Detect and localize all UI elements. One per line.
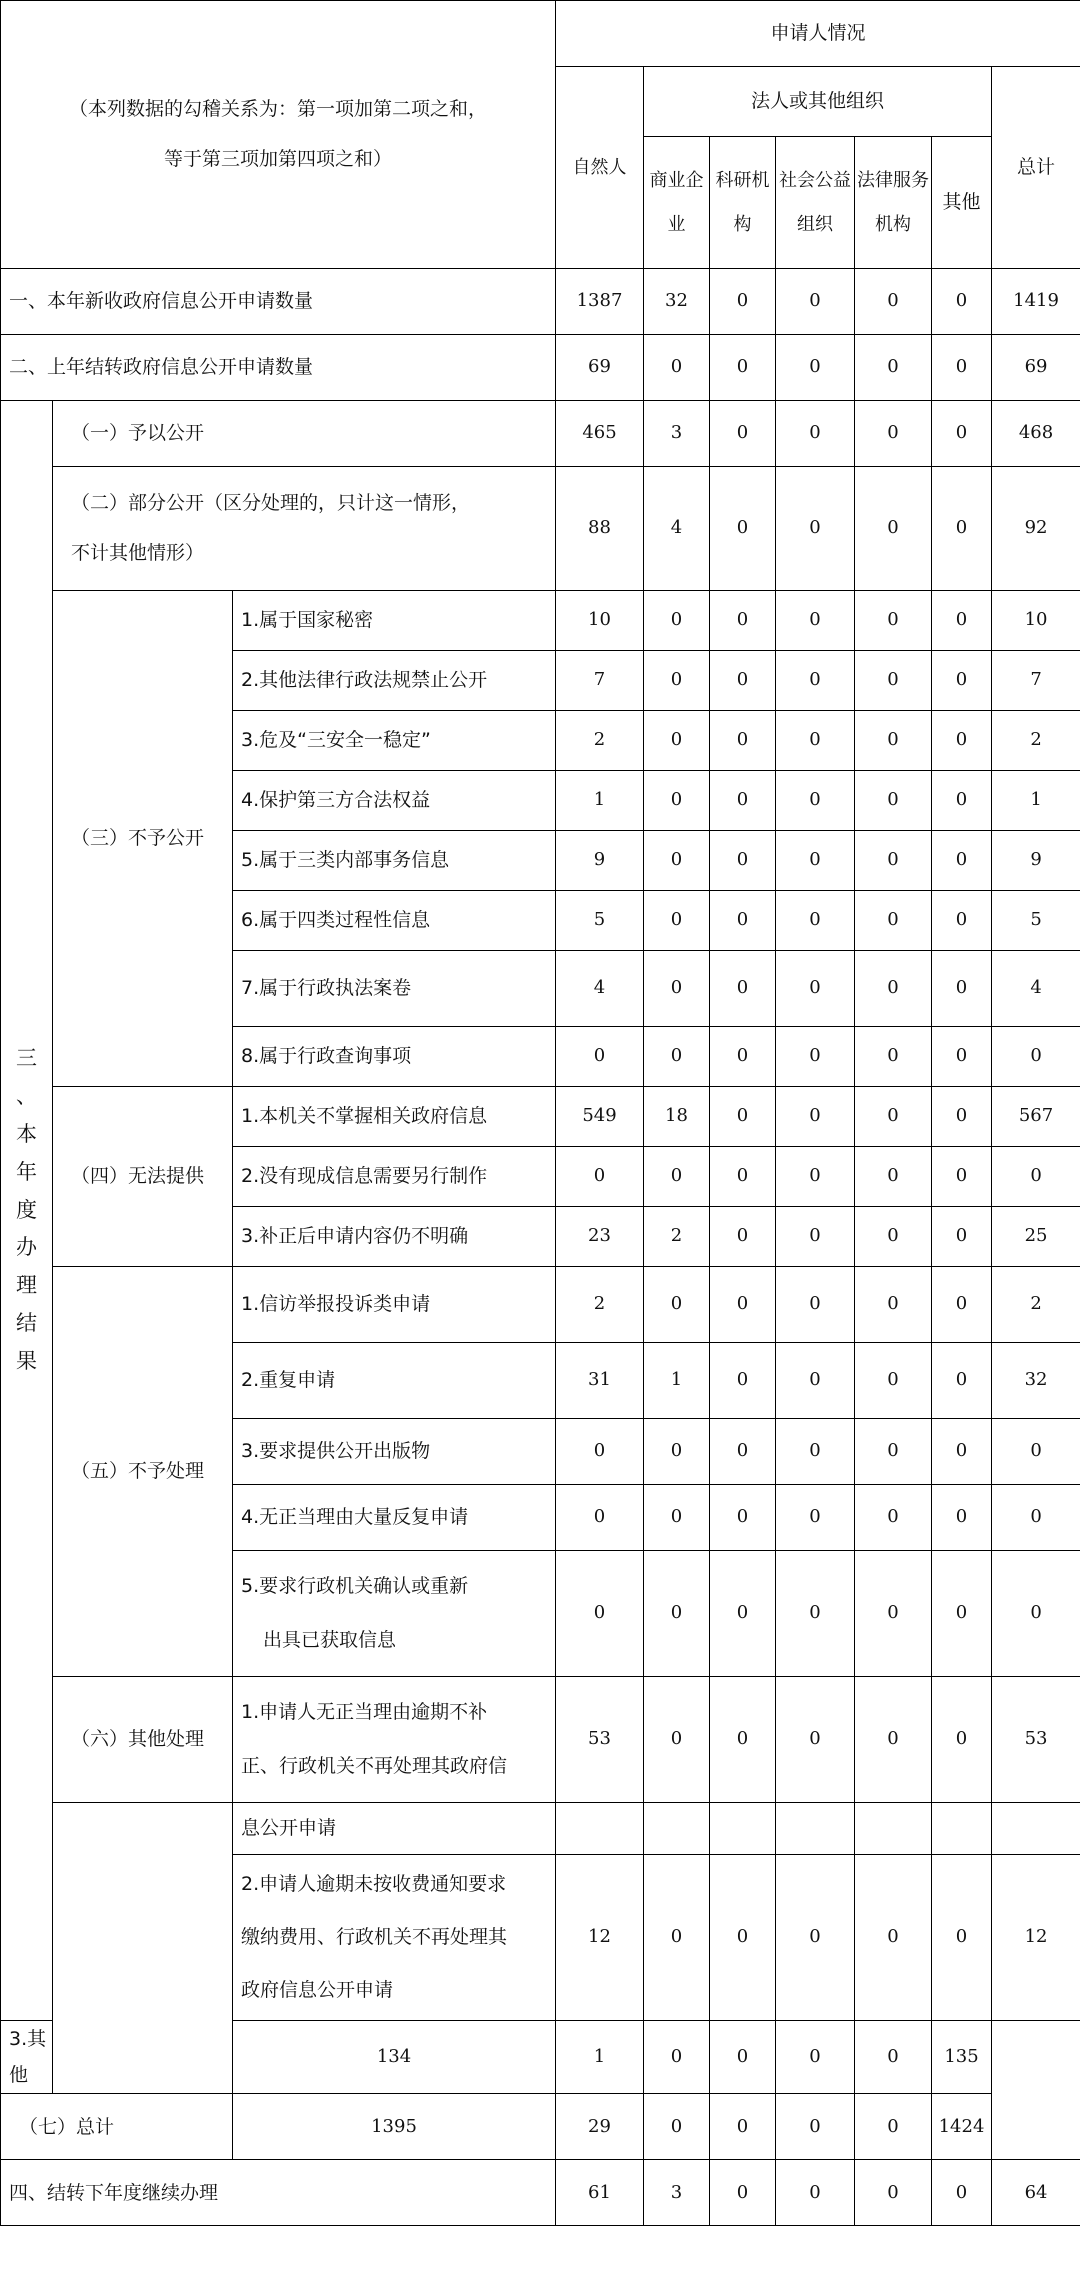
- cell-research: 0: [710, 1551, 776, 1677]
- cell-social: 0: [776, 2160, 855, 2226]
- cell-other: 0: [932, 1855, 992, 2021]
- cell-natural: 7: [556, 651, 644, 711]
- cell-natural: 31: [556, 1343, 644, 1419]
- cell-legal-service: 0: [855, 401, 932, 467]
- cell-natural: 549: [556, 1087, 644, 1147]
- cell-total: 1419: [992, 269, 1080, 335]
- item-label: 4.无正当理由大量反复申请: [233, 1485, 556, 1551]
- cell-legal-service: 0: [776, 2094, 855, 2160]
- cell-commercial: 18: [644, 1087, 710, 1147]
- header-natural-person: 自然人: [556, 67, 644, 269]
- cell-social: 0: [776, 1551, 855, 1677]
- cell-research: 0: [710, 1267, 776, 1343]
- cell-social: 0: [776, 467, 855, 591]
- cell-other: 0: [855, 2094, 932, 2160]
- item-label: 1.本机关不掌握相关政府信息: [233, 1087, 556, 1147]
- cell-other: 0: [932, 831, 992, 891]
- item-label: 2.其他法律行政法规禁止公开: [233, 651, 556, 711]
- cell-other: 0: [932, 771, 992, 831]
- row-label-line: 不计其他情形）: [71, 541, 205, 564]
- cell-total: 64: [992, 2160, 1080, 2226]
- cell-social: 0: [776, 269, 855, 335]
- cell-commercial: 0: [644, 1147, 710, 1207]
- cell-commercial: 0: [644, 1551, 710, 1677]
- cell-natural: 465: [556, 401, 644, 467]
- item-label-line: 1.申请人无正当理由逾期不补: [241, 1701, 488, 1724]
- cell-research: 0: [710, 831, 776, 891]
- cell-social: 0: [776, 891, 855, 951]
- cell-research: 0: [710, 1343, 776, 1419]
- item-label-line: 正、行政机关不再处理其政府信: [241, 1754, 508, 1777]
- cell-total: 135: [932, 2021, 992, 2094]
- cell-legal-service: 0: [855, 1147, 932, 1207]
- cell-other: 0: [932, 1207, 992, 1267]
- vertical-char: 果: [16, 1348, 37, 1373]
- table-row: [1, 269, 1080, 335]
- cell-other: 0: [932, 591, 992, 651]
- item-label: 2.重复申请: [233, 1343, 556, 1419]
- cell-commercial: 3: [644, 401, 710, 467]
- cell-other: 0: [932, 1267, 992, 1343]
- row-label: [53, 467, 556, 591]
- cell-other: 0: [932, 467, 992, 591]
- cell-natural: 9: [556, 831, 644, 891]
- cell-social: 0: [776, 1855, 855, 2021]
- group-label: （五）不予处理: [53, 1267, 233, 1677]
- cell-research: 0: [710, 1677, 776, 1803]
- table-row: [1, 401, 1080, 467]
- cell-natural: 0: [556, 1485, 644, 1551]
- header-legal-orgs: 法人或其他组织: [644, 67, 992, 137]
- cell-total: 2: [992, 711, 1080, 771]
- cell-social: 0: [710, 2021, 776, 2094]
- vertical-char: 、: [16, 1084, 37, 1109]
- cell-commercial: 29: [556, 2094, 644, 2160]
- cell-natural: 0: [556, 1551, 644, 1677]
- cell-legal-service: 0: [855, 771, 932, 831]
- cell-total: 12: [992, 1855, 1080, 2021]
- vertical-char: 年: [16, 1159, 37, 1184]
- header-note-line2: 等于第三项加第四项之和）: [163, 147, 392, 170]
- cell-natural: 69: [556, 335, 644, 401]
- cell-other: 0: [932, 1551, 992, 1677]
- item-label-line: 政府信息公开申请: [241, 1979, 394, 2002]
- row-label: （一）予以公开: [53, 401, 556, 467]
- cell-other: 0: [932, 1027, 992, 1087]
- vertical-char: 本: [16, 1122, 37, 1146]
- cell-total: 0: [992, 1027, 1080, 1087]
- cell-natural: 0: [556, 1147, 644, 1207]
- cell-total: 7: [992, 651, 1080, 711]
- header-research: 科研机构: [710, 137, 776, 269]
- section-3-label: [1, 401, 53, 2021]
- cell-other: 0: [932, 269, 992, 335]
- item-label: 3.其他: [1, 2021, 53, 2094]
- item-label: 1.信访举报投诉类申请: [233, 1267, 556, 1343]
- vertical-char: 三: [16, 1046, 37, 1071]
- item-label: 8.属于行政查询事项: [233, 1027, 556, 1087]
- item-label: 3.危及“三安全一稳定”: [233, 711, 556, 771]
- cell-social: 0: [776, 1485, 855, 1551]
- cell-other: 0: [932, 891, 992, 951]
- table-row: [1, 591, 1080, 651]
- group-label-continued: [53, 1803, 233, 2094]
- cell-commercial: 0: [644, 1267, 710, 1343]
- vertical-char: 结: [16, 1310, 37, 1335]
- row-label: 二、上年结转政府信息公开申请数量: [1, 335, 556, 401]
- cell-legal-service: 0: [855, 1485, 932, 1551]
- cell-natural: 88: [556, 467, 644, 591]
- cell-social: 0: [776, 951, 855, 1027]
- cell-social: 0: [776, 335, 855, 401]
- item-label: 5.属于三类内部事务信息: [233, 831, 556, 891]
- cell-research: 0: [710, 711, 776, 771]
- cell-other: 0: [932, 1677, 992, 1803]
- item-label: 7.属于行政执法案卷: [233, 951, 556, 1027]
- cell-total: 53: [992, 1677, 1080, 1803]
- cell-legal-service: 0: [855, 711, 932, 771]
- cell-research: 0: [710, 771, 776, 831]
- cell-commercial: 0: [644, 891, 710, 951]
- cell-social: 0: [776, 1087, 855, 1147]
- vertical-char: 度: [16, 1197, 37, 1222]
- cell-legal-service: 0: [855, 1207, 932, 1267]
- item-label: 4.保护第三方合法权益: [233, 771, 556, 831]
- item-label: 1.属于国家秘密: [233, 591, 556, 651]
- cell-legal-service: 0: [855, 1419, 932, 1485]
- cell-research: 0: [710, 1147, 776, 1207]
- item-label: 3.补正后申请内容仍不明确: [233, 1207, 556, 1267]
- cell-legal-service: 0: [855, 951, 932, 1027]
- cell-total: 69: [992, 335, 1080, 401]
- cell-empty: [855, 1803, 932, 1855]
- row-label-line: （二）部分公开（区分处理的，只计这一情形，: [71, 492, 471, 515]
- cell-natural: 2: [556, 711, 644, 771]
- cell-other: 0: [932, 951, 992, 1027]
- item-label-line: 缴纳费用、行政机关不再处理其: [241, 1925, 508, 1948]
- cell-legal-service: 0: [855, 269, 932, 335]
- cell-commercial: 0: [644, 1419, 710, 1485]
- cell-other: 0: [932, 2160, 992, 2226]
- header-total: 总计: [992, 67, 1080, 269]
- cell-other: 0: [932, 1343, 992, 1419]
- cell-research: 0: [644, 2094, 710, 2160]
- cell-social: 0: [710, 2094, 776, 2160]
- cell-social: 0: [776, 1267, 855, 1343]
- item-label: 3.要求提供公开出版物: [233, 1419, 556, 1485]
- cell-commercial: 0: [644, 1485, 710, 1551]
- cell-commercial: 32: [644, 269, 710, 335]
- cell-research: 0: [710, 401, 776, 467]
- cell-social: 0: [776, 771, 855, 831]
- cell-research: 0: [710, 335, 776, 401]
- cell-research: 0: [710, 2160, 776, 2226]
- cell-commercial: 0: [644, 831, 710, 891]
- item-label: [233, 1551, 556, 1677]
- cell-legal-service: 0: [855, 335, 932, 401]
- cell-legal-service: 0: [855, 831, 932, 891]
- cell-legal-service: 0: [855, 2160, 932, 2226]
- cell-commercial: 0: [644, 951, 710, 1027]
- cell-social: 0: [776, 1207, 855, 1267]
- table-row: [1, 335, 1080, 401]
- group-label: （六）其他处理: [53, 1677, 233, 1803]
- cell-legal-service: 0: [776, 2021, 855, 2094]
- cell-commercial: 0: [644, 1855, 710, 2021]
- cell-social: 0: [776, 401, 855, 467]
- cell-legal-service: 0: [855, 891, 932, 951]
- cell-social: 0: [776, 1027, 855, 1087]
- cell-natural: 4: [556, 951, 644, 1027]
- cell-research: 0: [710, 467, 776, 591]
- cell-total: 0: [992, 1551, 1080, 1677]
- item-label: 息公开申请: [233, 1803, 556, 1855]
- header-other: 其他: [932, 137, 992, 269]
- cell-total: 1424: [932, 2094, 992, 2160]
- cell-total: 0: [992, 1147, 1080, 1207]
- cell-social: 0: [776, 1343, 855, 1419]
- cell-total: 25: [992, 1207, 1080, 1267]
- cell-other: 0: [932, 401, 992, 467]
- cell-research: 0: [710, 269, 776, 335]
- cell-total: 2: [992, 1267, 1080, 1343]
- cell-natural: 5: [556, 891, 644, 951]
- cell-natural: 1: [556, 771, 644, 831]
- cell-natural: 10: [556, 591, 644, 651]
- cell-legal-service: 0: [855, 1267, 932, 1343]
- header-applicant: 申请人情况: [556, 1, 1080, 67]
- cell-research: 0: [710, 1419, 776, 1485]
- cell-legal-service: 0: [855, 651, 932, 711]
- cell-commercial: 0: [644, 1027, 710, 1087]
- cell-legal-service: 0: [855, 1855, 932, 2021]
- cell-research: 0: [710, 1485, 776, 1551]
- cell-natural: 12: [556, 1855, 644, 2021]
- cell-social: 0: [776, 1677, 855, 1803]
- cell-total: 0: [992, 1485, 1080, 1551]
- cell-natural: 2: [556, 1267, 644, 1343]
- cell-other: 0: [932, 1485, 992, 1551]
- cell-commercial: 0: [644, 335, 710, 401]
- cell-other: 0: [932, 711, 992, 771]
- cell-legal-service: 0: [855, 1343, 932, 1419]
- cell-social: 0: [776, 1147, 855, 1207]
- cell-empty: [556, 1803, 644, 1855]
- item-label-line: 出具已获取信息: [263, 1628, 397, 1651]
- cell-commercial: 0: [644, 711, 710, 771]
- cell-other: 0: [932, 651, 992, 711]
- table-row: [1, 1677, 1080, 1803]
- cell-total: 92: [992, 467, 1080, 591]
- cell-natural: 1387: [556, 269, 644, 335]
- item-label: [233, 1677, 556, 1803]
- cell-other: 0: [932, 335, 992, 401]
- cell-commercial: 2: [644, 1207, 710, 1267]
- cell-research: 0: [644, 2021, 710, 2094]
- cell-commercial: 4: [644, 467, 710, 591]
- header-note-line1: （本列数据的勾稽关系为：第一项加第二项之和，: [68, 98, 487, 121]
- group-label: （四）无法提供: [53, 1087, 233, 1267]
- item-label-line: 2.申请人逾期未按收费通知要求: [241, 1872, 507, 1895]
- cell-other: 0: [932, 1087, 992, 1147]
- cell-empty: [776, 1803, 855, 1855]
- cell-empty: [710, 1803, 776, 1855]
- cell-commercial: 0: [644, 591, 710, 651]
- table-row: [1, 1087, 1080, 1147]
- cell-commercial: 1: [644, 1343, 710, 1419]
- header-note: [1, 1, 556, 269]
- cell-empty: [932, 1803, 992, 1855]
- cell-natural: 1395: [233, 2094, 556, 2160]
- cell-legal-service: 0: [855, 1551, 932, 1677]
- cell-social: 0: [776, 711, 855, 771]
- header-commercial: 商业企业: [644, 137, 710, 269]
- cell-other: 0: [932, 1419, 992, 1485]
- vertical-char: 理: [16, 1273, 37, 1298]
- header-social: 社会公益组织: [776, 137, 855, 269]
- cell-research: 0: [710, 1087, 776, 1147]
- cell-total: 1: [992, 771, 1080, 831]
- item-label: [233, 1855, 556, 2021]
- cell-total: 10: [992, 591, 1080, 651]
- cell-natural: 53: [556, 1677, 644, 1803]
- header-legal-service: 法律服务机构: [855, 137, 932, 269]
- table-row: [1, 1267, 1080, 1343]
- cell-commercial: 0: [644, 771, 710, 831]
- row-label: （七）总计: [1, 2094, 233, 2160]
- cell-research: 0: [710, 951, 776, 1027]
- cell-total: 32: [992, 1343, 1080, 1419]
- table-row: [1, 1803, 1080, 1855]
- cell-total: 9: [992, 831, 1080, 891]
- cell-natural: 0: [556, 1027, 644, 1087]
- table-row: [1, 2094, 1080, 2160]
- cell-social: 0: [776, 651, 855, 711]
- row-label: 一、本年新收政府信息公开申请数量: [1, 269, 556, 335]
- cell-social: 0: [776, 831, 855, 891]
- cell-commercial: 1: [556, 2021, 644, 2094]
- cell-social: 0: [776, 1419, 855, 1485]
- cell-research: 0: [710, 1207, 776, 1267]
- cell-total: 0: [992, 1419, 1080, 1485]
- cell-commercial: 3: [644, 2160, 710, 2226]
- cell-legal-service: 0: [855, 591, 932, 651]
- cell-research: 0: [710, 1027, 776, 1087]
- row-label: 四、结转下年度继续办理: [1, 2160, 556, 2226]
- cell-total: 567: [992, 1087, 1080, 1147]
- item-label: 2.没有现成信息需要另行制作: [233, 1147, 556, 1207]
- cell-legal-service: 0: [855, 467, 932, 591]
- cell-natural: 23: [556, 1207, 644, 1267]
- item-label-line: 5.要求行政机关确认或重新: [241, 1575, 469, 1598]
- cell-total: 4: [992, 951, 1080, 1027]
- item-label: 6.属于四类过程性信息: [233, 891, 556, 951]
- cell-empty: [992, 1803, 1080, 1855]
- group-label: （三）不予公开: [53, 591, 233, 1087]
- cell-other: 0: [855, 2021, 932, 2094]
- cell-social: 0: [776, 591, 855, 651]
- cell-research: 0: [710, 651, 776, 711]
- cell-commercial: 0: [644, 651, 710, 711]
- table-row: [1, 2160, 1080, 2226]
- cell-legal-service: 0: [855, 1677, 932, 1803]
- cell-natural: 61: [556, 2160, 644, 2226]
- cell-total: 468: [992, 401, 1080, 467]
- cell-total: 5: [992, 891, 1080, 951]
- cell-research: 0: [710, 591, 776, 651]
- vertical-char: 办: [16, 1235, 37, 1260]
- cell-legal-service: 0: [855, 1087, 932, 1147]
- cell-other: 0: [932, 1147, 992, 1207]
- cell-natural: 134: [233, 2021, 556, 2094]
- cell-natural: 0: [556, 1419, 644, 1485]
- cell-legal-service: 0: [855, 1027, 932, 1087]
- cell-commercial: 0: [644, 1677, 710, 1803]
- cell-empty: [644, 1803, 710, 1855]
- table-row: [1, 467, 1080, 591]
- cell-research: 0: [710, 1855, 776, 2021]
- cell-research: 0: [710, 891, 776, 951]
